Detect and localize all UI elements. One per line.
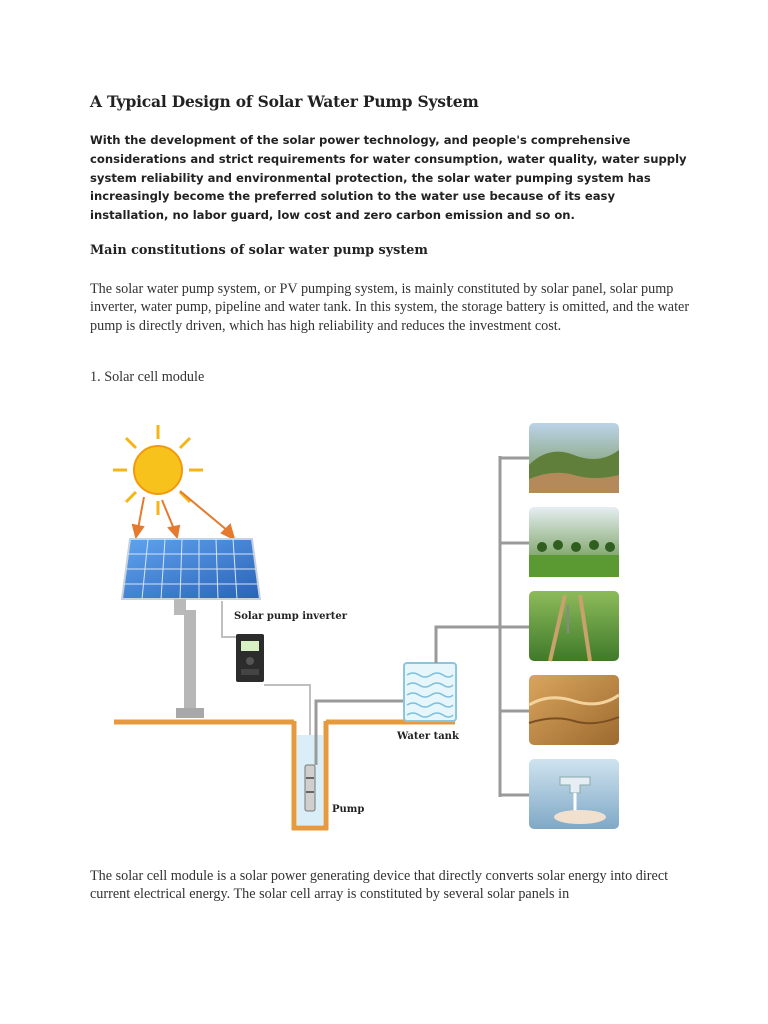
pole-base: [176, 708, 204, 718]
application-household-water-image: [529, 759, 619, 829]
pump-pipe: [316, 701, 406, 765]
application-forest-image: [529, 423, 619, 493]
application-desert-image: [529, 675, 619, 745]
pump-label: Pump: [332, 804, 365, 815]
section-paragraph: The solar water pump system, or PV pumping system, is mainly constituted by solar panel, solar pump inverter, water pump, pipeline and water tank. In this system, the storage battery is omitted, and the water pump is directly driven, which has high reliability and reduces the investment cost.: [90, 281, 690, 334]
application-irrigation-image: [529, 591, 619, 661]
solar-panel: [122, 539, 260, 615]
panel-pole: [184, 610, 196, 712]
solar-pump-inverter: [236, 634, 264, 682]
tank-label: Water tank: [397, 731, 459, 742]
inverter-label: Solar pump inverter: [234, 611, 347, 622]
intro-paragraph: With the development of the solar power technology, and people's comprehensive considerations and strict requirements for water consumption, water quality, water supply system reliability and environmental protection, the solar water pumping system has increasingly become the preferred solution to the water use because of its easy installation, no labor guard, low cost and zero carbon emission and so on.: [90, 133, 687, 223]
list-item-solar-cell-module: 1. Solar cell module: [90, 369, 205, 385]
sunlight-arrows: [133, 491, 234, 539]
page-title: A Typical Design of Solar Water Pump System: [90, 92, 479, 111]
section-heading: Main constitutions of solar water pump system: [90, 243, 428, 258]
pump: [305, 765, 315, 811]
distribution-pipes: [436, 456, 530, 797]
sun-icon: [113, 425, 203, 515]
application-plantation-image: [529, 507, 619, 577]
bottom-paragraph: The solar cell module is a solar power generating device that directly converts solar energy into direct current electrical energy. The solar cell array is constituted by several solar panels in: [90, 868, 669, 903]
water-tank: [404, 663, 456, 721]
solar-pump-diagram: [110, 405, 630, 845]
